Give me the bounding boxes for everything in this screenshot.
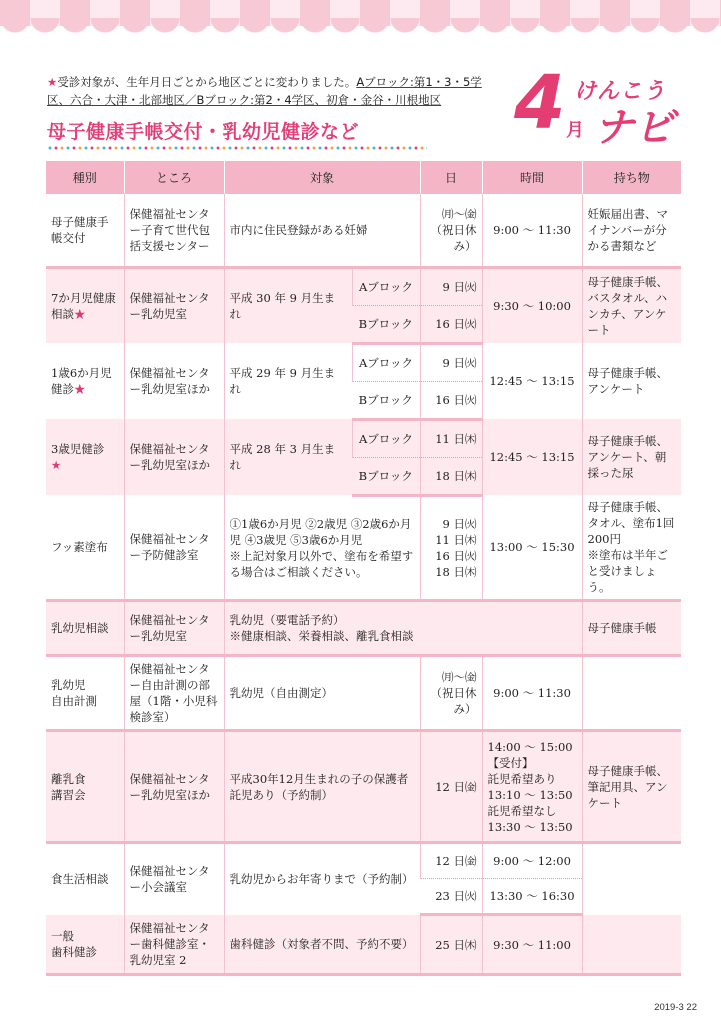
- day-range: ㈪～㈮: [442, 206, 477, 221]
- kind-line1: 乳幼児: [51, 678, 86, 692]
- items-note: ※塗布は半年ごと受けましょう。: [587, 548, 669, 594]
- cell-place: 保健福祉センター自由計測の部屋（1階・小児科検診室）: [124, 656, 224, 731]
- cell-place: 保健福祉センター乳幼児室: [124, 267, 224, 343]
- cell-items: [582, 495, 681, 601]
- cell-kind: [46, 656, 124, 731]
- issue-label: 2019-3: [654, 1002, 684, 1013]
- cell-target: 乳幼児からお年寄りまで（予約制）: [224, 843, 420, 915]
- header-items: 持ち物: [582, 161, 681, 194]
- cell-target: [224, 495, 420, 601]
- cell-target: 市内に住民登録がある妊婦: [224, 194, 420, 267]
- target-ages: ①1歳6か月児 ②2歳児 ③2歳6か月児 ④3歳児 ⑤3歳6か月児: [229, 516, 412, 547]
- notice-block-a: Aブロック:第1・3・5学区、六合・大津・北部地区: [47, 75, 482, 107]
- cell-place: 保健福祉センター乳幼児室ほか: [124, 731, 224, 843]
- time-reception: 【受付】: [487, 755, 534, 770]
- cell-place: 保健福祉センター予防健診室: [124, 495, 224, 601]
- page-number: 22: [686, 1002, 697, 1013]
- logo-kenkou: けんこう: [574, 79, 667, 104]
- cell-place: 保健福祉センター歯科健診室・乳幼児室 2: [124, 915, 224, 975]
- cell-kind: [46, 343, 124, 419]
- cell-day-a: 9 日㈫: [420, 267, 482, 305]
- target-main: 乳幼児（要電話予約）: [229, 613, 345, 627]
- kind-line2: 講習会: [51, 787, 86, 802]
- dotted-underline: [47, 145, 427, 151]
- cell-block-a: Aブロック: [352, 343, 420, 381]
- cell-time-a: 9:00 ～ 12:00: [482, 843, 582, 879]
- cell-day-b: 16 日㈫: [420, 305, 482, 343]
- cell-time: 9:30 ～ 11:00: [482, 915, 582, 975]
- cell-time-b: 13:30 ～ 16:30: [482, 879, 582, 915]
- cell-items: [582, 656, 681, 731]
- day-3: 16 日㈫: [435, 548, 477, 563]
- cell-day-a: 12 日㈮: [420, 843, 482, 879]
- notice-block-b: Bブロック:第2・4学区、初倉・金谷・川根地区: [196, 93, 442, 107]
- header-place: ところ: [124, 161, 224, 194]
- cell-place: 保健福祉センター乳幼児室: [124, 601, 224, 656]
- table-row: [46, 843, 681, 879]
- star-icon: ★: [47, 75, 58, 89]
- kind-text: 7か月児健康相談: [51, 290, 116, 321]
- cell-kind: 乳幼児相談: [46, 601, 124, 656]
- time-childcare-yes-range: 13:10 ～ 13:50: [487, 787, 573, 802]
- table-row: [46, 915, 681, 975]
- time-childcare-no: 託児希望なし: [487, 803, 557, 818]
- cell-time: 9:00 ～ 11:30: [482, 194, 582, 267]
- cell-block-a: Aブロック: [352, 267, 420, 305]
- cell-day-b: 18 日㈭: [420, 457, 482, 495]
- table-row: [46, 656, 681, 731]
- kenkou-navi-logo: [508, 60, 708, 160]
- table-row: [46, 194, 681, 267]
- cell-time: 9:00 ～ 11:30: [482, 656, 582, 731]
- cell-kind: [46, 731, 124, 843]
- logo-month-unit: 月: [566, 120, 584, 141]
- cell-block-b: Bブロック: [352, 305, 420, 343]
- target-note: ※上記対象月以外で、塗布を希望する場合はご相談ください。: [229, 548, 414, 579]
- target-note: ※健康相談、栄養相談、離乳食相談: [229, 629, 414, 643]
- cell-kind: [46, 915, 124, 975]
- cell-items: 母子健康手帳、アンケート: [582, 343, 681, 419]
- cell-items: [582, 915, 681, 975]
- day-range: ㈪～㈮: [442, 670, 477, 684]
- day-holiday-note: （祝日休み）: [430, 222, 477, 253]
- cell-items: 母子健康手帳: [582, 601, 681, 656]
- cell-target: 平成 29 年 9 月生まれ: [224, 343, 352, 419]
- kind-text: 3歳児健診: [51, 442, 105, 456]
- time-childcare-no-range: 13:30 ～ 13:50: [487, 819, 573, 834]
- time-childcare-yes: 託児希望あり: [487, 771, 557, 786]
- cell-block-b: Bブロック: [352, 381, 420, 419]
- cell-items: 母子健康手帳、アンケート、朝採った尿: [582, 419, 681, 495]
- cell-day-b: 16 日㈫: [420, 381, 482, 419]
- cell-target: [224, 731, 420, 843]
- cell-place: 保健福祉センター乳幼児室ほか: [124, 419, 224, 495]
- day-1: 9 日㈫: [442, 516, 477, 531]
- cell-items: 母子健康手帳、バスタオル、ハンカチ、アンケート: [582, 267, 681, 343]
- cell-time: 12:45 ～ 13:15: [482, 343, 582, 419]
- cell-day: [420, 656, 482, 731]
- cell-place: 保健福祉センター乳幼児室ほか: [124, 343, 224, 419]
- cell-place: 保健福祉センター小会議室: [124, 843, 224, 915]
- kind-line2: 自由計測: [51, 694, 97, 708]
- cell-block-b: Bブロック: [352, 457, 420, 495]
- page-footer: [654, 1002, 697, 1013]
- day-2: 11 日㈭: [435, 532, 477, 547]
- cell-day: [420, 495, 482, 601]
- cell-target: 乳幼児（自由測定）: [224, 656, 420, 731]
- cell-items: 妊娠届出書、マイナンバーが分かる書類など: [582, 194, 681, 267]
- header-target: 対象: [224, 161, 420, 194]
- items-main: 母子健康手帳、タオル、塗布1回200円: [587, 500, 675, 546]
- cell-day-a: 11 日㈭: [420, 419, 482, 457]
- cell-kind: 食生活相談: [46, 843, 124, 915]
- notice-line1: 受診対象が、生年月日ごとから地区ごとに変わりました。: [57, 75, 357, 89]
- header-time: 時間: [482, 161, 582, 194]
- cell-time: 12:45 ～ 13:15: [482, 419, 582, 495]
- cell-items: [582, 843, 681, 915]
- cell-day: 12 日㈮: [420, 731, 482, 843]
- logo-navi: ナビ: [594, 105, 674, 151]
- table-row: [46, 267, 681, 305]
- cell-time: 9:30 ～ 10:00: [482, 267, 582, 343]
- cell-kind: [46, 267, 124, 343]
- table-row: [46, 495, 681, 601]
- star-icon: ★: [74, 306, 86, 321]
- target-main: 平成30年12月生まれの子の保護者: [229, 771, 409, 786]
- cell-day-b: 23 日㈫: [420, 879, 482, 915]
- cell-target: 平成 30 年 9 月生まれ: [224, 267, 352, 343]
- time-main: 14:00 ～ 15:00: [487, 739, 573, 754]
- cell-block-a: Aブロック: [352, 419, 420, 457]
- schedule-table: [46, 161, 681, 976]
- kind-text: 1歳6か月児健診: [51, 366, 112, 396]
- table-row: [46, 601, 681, 656]
- kind-line1: 一般: [51, 928, 74, 943]
- notice-separator: ／: [185, 93, 197, 107]
- cell-place: 保健福祉センター子育て世代包括支援センター: [124, 194, 224, 267]
- cell-items: 母子健康手帳、筆記用具、アンケート: [582, 731, 681, 843]
- header-day: 日: [420, 161, 482, 194]
- kind-line2: 歯科健診: [51, 944, 97, 959]
- cell-time: [482, 731, 582, 843]
- cell-target: [224, 601, 582, 656]
- cell-day: 25 日㈭: [420, 915, 482, 975]
- table-row: [46, 419, 681, 457]
- cell-kind: フッ素塗布: [46, 495, 124, 601]
- section-title: 母子健康手帳交付・乳幼児健診など: [47, 121, 360, 143]
- awning-scallops: [0, 18, 721, 36]
- header-row: [46, 161, 681, 194]
- header-kind: 種別: [46, 161, 124, 194]
- day-4: 18 日㈭: [435, 564, 477, 579]
- star-icon: ★: [74, 382, 86, 396]
- cell-kind: [46, 419, 124, 495]
- cell-kind: 母子健康手帳交付: [46, 194, 124, 267]
- logo-month-number: 4: [514, 60, 566, 146]
- notice-text: [47, 73, 487, 109]
- cell-day-a: 9 日㈫: [420, 343, 482, 381]
- cell-target: 歯科健診（対象者不問、予約不要）: [224, 915, 420, 975]
- star-icon: ★: [51, 458, 62, 472]
- table-row: [46, 731, 681, 843]
- cell-day: [420, 194, 482, 267]
- cell-time: 13:00 ～ 15:30: [482, 495, 582, 601]
- kind-line1: 離乳食: [51, 771, 86, 786]
- awning-decoration: [0, 0, 721, 40]
- table-row: [46, 343, 681, 381]
- day-holiday-note: （祝日休み）: [430, 686, 477, 716]
- target-note: 託児あり（予約制）: [229, 787, 333, 802]
- cell-target: 平成 28 年 3 月生まれ: [224, 419, 352, 495]
